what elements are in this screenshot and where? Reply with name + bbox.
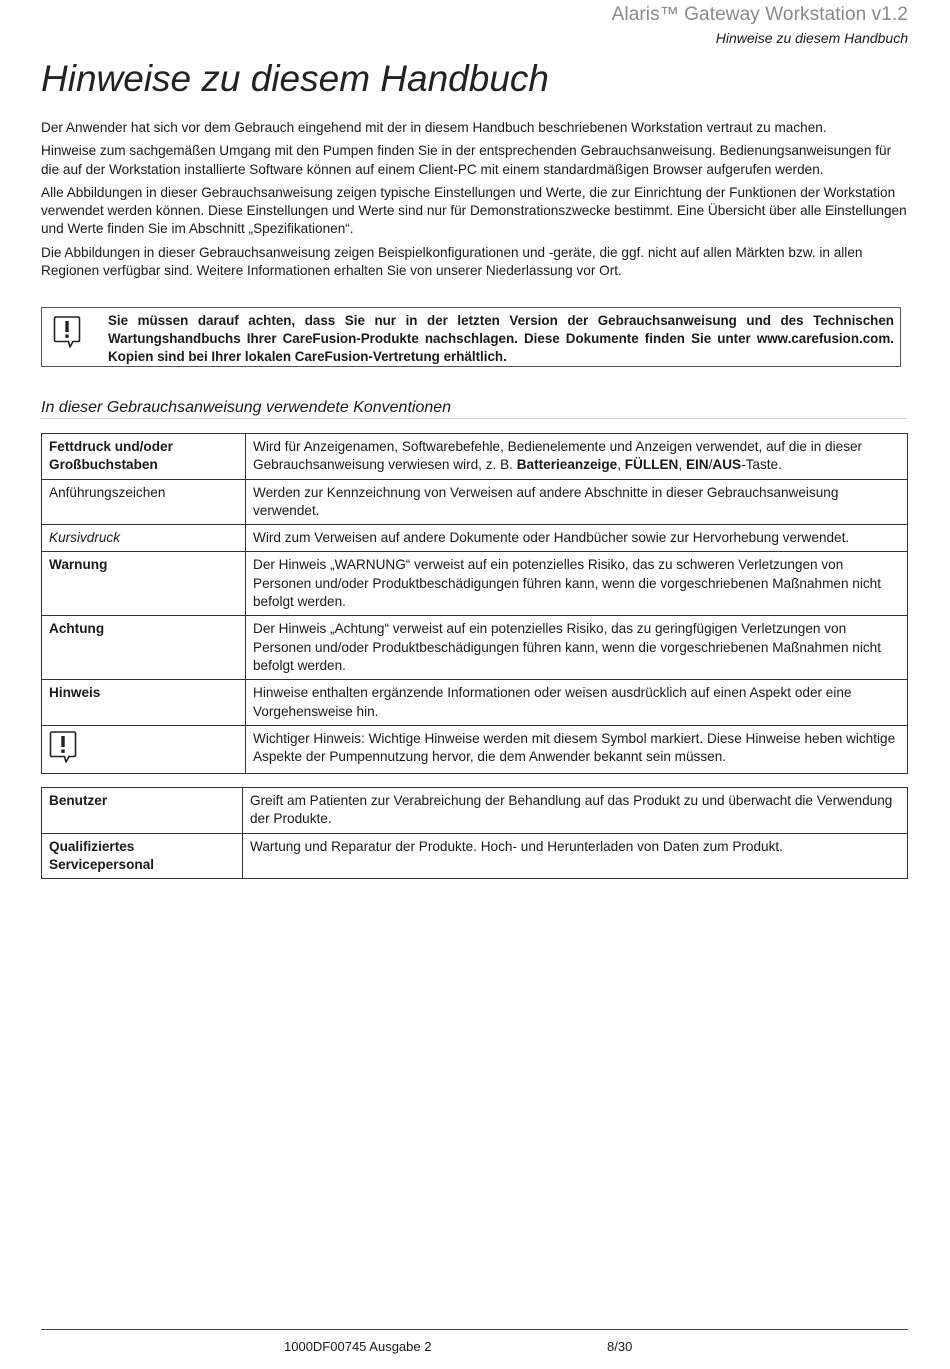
description-cell: Wird zum Verweisen auf andere Dokumente oder Handbücher sowie zur Hervorhebung verwendet. <box>246 525 908 552</box>
paragraph: Die Abbildungen in dieser Gebrauchsanweisung zeigen Beispielkonfigurationen und -geräte, die ggf. nicht auf allen Märkten bzw. in allen Regionen verfügbar sind. Weitere Informationen erhalten Sie von unserer Niederlassung vor Ort. <box>41 244 863 279</box>
important-note-box <box>41 307 901 367</box>
description-cell: Greift am Patienten zur Verabreichung der Behandlung auf das Produkt zu und überwacht die Verwendung der Produkte. <box>243 788 908 834</box>
table-row <box>42 552 908 616</box>
paragraph: Hinweise zum sachgemäßen Umgang mit den Pumpen finden Sie in der entsprechenden Gebrauchsanweisung. Bedienungsanweisungen für die auf der Workstation installierte Software können auf einem Client-PC mit einem standardmäßigen Browser aufgerufen werden. <box>41 143 892 177</box>
table-row <box>42 525 908 552</box>
description-cell: Hinweise enthalten ergänzende Informationen oder weisen ausdrücklich auf einen Aspekt oder eine Vorgehensweise hin. <box>246 680 908 726</box>
table-row <box>42 479 908 525</box>
description-cell: Der Hinweis „WARNUNG“ verweist auf ein potenzielles Risiko, das zu schweren Verletzungen von Personen und/oder Produktbeschädigungen führen kann, wenn die vorgeschriebenen Maßnahmen nicht befolgt werden. <box>246 552 908 616</box>
table-row <box>42 833 908 879</box>
paragraph: Alle Abbildungen in dieser Gebrauchsanweisung zeigen typische Einstellungen und Werte, die zur Einrichtung der Funktionen der Workstation verwendet werden können. Diese Einstellungen und Werte sind nur für Demonstrationszwecke bestimmt. Eine Übersicht über alle Einstellungen und Werte finden Sie im Abschnitt „Spezifikationen“. <box>41 184 907 237</box>
page-title: Hinweise zu diesem Handbuch <box>41 58 549 99</box>
important-note-icon <box>53 315 81 354</box>
table-row <box>42 616 908 680</box>
term-cell <box>42 725 246 773</box>
term-cell: Anführungszeichen <box>42 479 246 525</box>
table-row <box>42 680 908 726</box>
roles-table <box>41 787 908 879</box>
description-cell: Wartung und Reparatur der Produkte. Hoch- und Herunterladen von Daten zum Produkt. <box>243 833 908 879</box>
important-note-text: Sie müssen darauf achten, dass Sie nur in der letzten Version der Gebrauchsanweisung und des Technischen Wartungshandbuchs Ihrer CareFusion-Produkte nachschlagen. Diese Dokumente finden Sie unter www.carefusion.com. Kopien sind bei Ihrer lokalen CareFusion-Vertretung erhältlich. <box>108 313 894 364</box>
role-cell: Qualifiziertes Servicepersonal <box>42 833 243 879</box>
paragraph: Der Anwender hat sich vor dem Gebrauch eingehend mit der in diesem Handbuch beschriebenen Workstation vertraut zu machen. <box>41 120 827 135</box>
intro-text <box>41 119 907 285</box>
role-cell: Benutzer <box>42 788 243 834</box>
header-product-title: Alaris™ Gateway Workstation v1.2 <box>611 4 908 25</box>
term-cell: Fettdruck und/oder Großbuchstaben <box>42 434 246 480</box>
table-row <box>42 788 908 834</box>
footer-page-number: 8/30 <box>607 1339 633 1354</box>
description-cell: Der Hinweis „Achtung“ verweist auf ein potenzielles Risiko, das zu geringfügigen Verletzungen von Personen und/oder Produktbeschädigungen führen kann, wenn die vorgeschriebenen Maßnahmen nicht befolgt werden. <box>246 616 908 680</box>
description-cell: Wichtiger Hinweis: Wichtige Hinweise werden mit diesem Symbol markiert. Diese Hinweise heben wichtige Aspekte der Pumpennutzung hervor, die dem Anwender bekannt sein müssen. <box>246 725 908 773</box>
description-cell: Werden zur Kennzeichnung von Verweisen auf andere Abschnitte in dieser Gebrauchsanweisung verwendet. <box>246 479 908 525</box>
footer-divider <box>41 1329 908 1330</box>
conventions-table <box>41 433 908 774</box>
important-note-icon <box>49 752 77 767</box>
term-cell: Hinweis <box>42 680 246 726</box>
header-section-title: Hinweise zu diesem Handbuch <box>715 30 908 46</box>
table-row <box>42 725 908 773</box>
table-row <box>42 434 908 480</box>
conventions-heading: In dieser Gebrauchsanweisung verwendete Konventionen <box>41 399 907 419</box>
description-cell: Wird für Anzeigenamen, Softwarebefehle, Bedienelemente und Anzeigen verwendet, auf die in dieser Gebrauchsanweisung verwiesen wird, z. B. Batterieanzeige, FÜLLEN, EIN/AUS-Taste. <box>246 434 908 480</box>
term-cell: Kursivdruck <box>42 525 246 552</box>
term-cell: Warnung <box>42 552 246 616</box>
term-cell: Achtung <box>42 616 246 680</box>
footer-doc-number: 1000DF00745 Ausgabe 2 <box>284 1339 432 1354</box>
